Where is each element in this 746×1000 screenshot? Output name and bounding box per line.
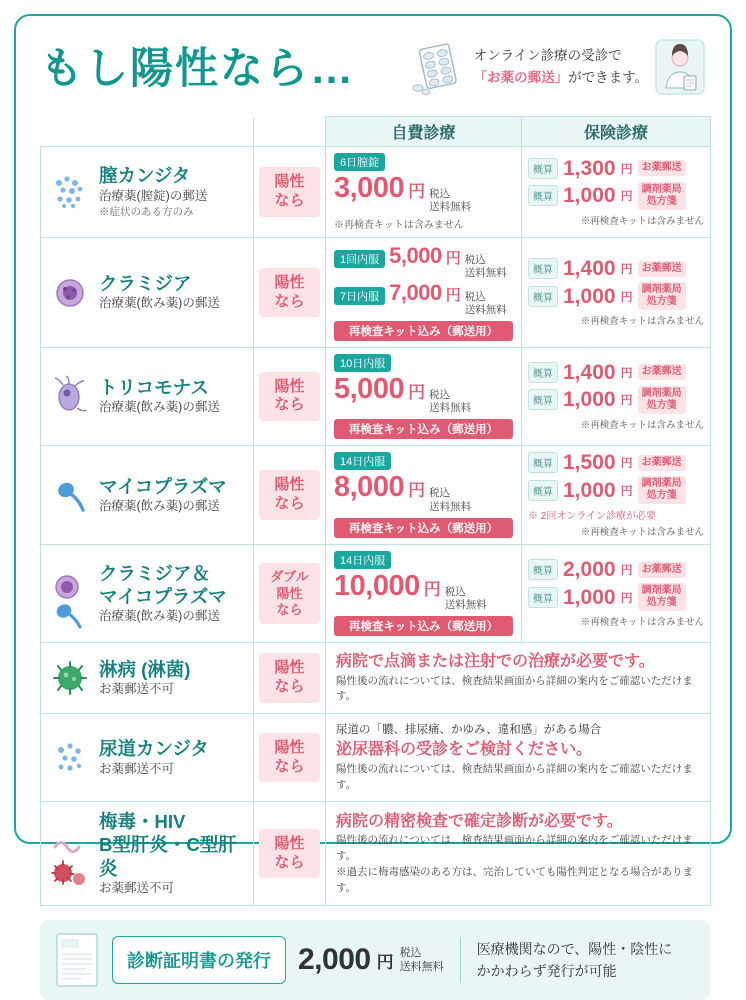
disease-cell bbox=[41, 147, 254, 238]
positive-cell bbox=[254, 802, 326, 906]
self-pay-cell bbox=[326, 238, 522, 348]
disease-cell bbox=[41, 545, 254, 643]
dosage-tag: 7日内服 bbox=[334, 287, 385, 305]
mycoplasma-icon bbox=[49, 474, 91, 516]
content-frame bbox=[14, 14, 732, 980]
positive-badge: 陽性 なら bbox=[259, 829, 320, 879]
dosage-tag: 10日内服 bbox=[334, 354, 391, 372]
insurance-footnote: ※再検査キットは含みません bbox=[580, 617, 704, 629]
delivery-chip: 調剤薬局 処方箋 bbox=[638, 583, 686, 611]
insurance-row bbox=[528, 386, 704, 414]
positive-badge: 陽性 なら bbox=[259, 733, 320, 783]
insurance-price: 1,000 bbox=[563, 284, 616, 308]
header-note bbox=[410, 38, 706, 96]
disease-cell bbox=[41, 643, 254, 714]
insurance-yen: 円 bbox=[620, 483, 633, 498]
positive-badge: ダブル 陽性 なら bbox=[259, 563, 320, 624]
guidance-main: 病院の精密検査で確定診断が必要です。 bbox=[336, 813, 623, 831]
insurance-footnote: ※再検査キットは含みません bbox=[580, 527, 704, 538]
positive-cell bbox=[254, 714, 326, 802]
positive-badge: 陽性 なら bbox=[259, 167, 320, 217]
tax-note: 税込 送料無料 bbox=[444, 586, 487, 612]
estimate-label: 概算 bbox=[528, 480, 558, 501]
guidance-main: 泌尿器科の受診をご検討ください。 bbox=[336, 741, 593, 759]
page-title: もし陽性なら… bbox=[40, 45, 355, 93]
disease-cell bbox=[41, 446, 254, 545]
price-value: 5,000 bbox=[389, 243, 442, 269]
certificate-footer bbox=[40, 920, 710, 1000]
guidance-sub: 陽性後の流れについては、検査結果画面から詳細の案内をご確認いただけます。 bbox=[336, 674, 693, 703]
insurance-price: 1,500 bbox=[563, 451, 616, 474]
certificate-price: 2,000 bbox=[298, 943, 371, 977]
price-yen: 円 bbox=[408, 481, 426, 501]
disease-name: トリコモナス bbox=[99, 377, 209, 399]
gonorrhea-icon bbox=[49, 657, 91, 699]
disease-name: 梅毒・HIV B型肝炎・C型肝炎 bbox=[99, 811, 237, 879]
insurance-yen: 円 bbox=[620, 289, 633, 304]
delivery-chip: お薬郵送 bbox=[638, 562, 686, 578]
insurance-row bbox=[528, 452, 704, 473]
header-note-line2-post: ができます。 bbox=[568, 70, 648, 85]
insurance-row bbox=[528, 583, 704, 611]
disease-name: マイコプラズマ bbox=[99, 475, 227, 497]
positive-badge: 陽性 なら bbox=[259, 372, 320, 422]
insurance-price: 1,400 bbox=[563, 360, 616, 384]
price-row bbox=[334, 281, 513, 317]
insurance-price: 2,000 bbox=[563, 558, 616, 582]
insurance-footnote: ※再検査キットは含みません bbox=[580, 316, 704, 327]
insurance-row bbox=[528, 476, 704, 504]
table-body bbox=[41, 147, 711, 906]
insurance-row bbox=[528, 258, 704, 279]
table-row bbox=[41, 802, 711, 906]
price-row bbox=[334, 472, 513, 513]
header-note-text bbox=[474, 45, 648, 88]
header-note-line1: オンライン診療の受診で bbox=[473, 48, 622, 64]
self-pay-cell bbox=[326, 347, 522, 445]
insurance-row bbox=[528, 559, 704, 580]
guidance-cell bbox=[326, 714, 711, 802]
price-row bbox=[334, 571, 513, 612]
dosage-tag: 14日内服 bbox=[334, 551, 391, 569]
doctor-icon bbox=[654, 38, 706, 96]
disease-subtitle: お薬郵送不可 bbox=[99, 682, 175, 696]
insurance-price: 1,000 bbox=[563, 585, 616, 609]
delivery-chip: 調剤薬局 処方箋 bbox=[638, 386, 686, 414]
insurance-cell bbox=[522, 446, 711, 545]
disease-cell bbox=[41, 714, 254, 802]
table-row bbox=[41, 446, 711, 545]
urethral-candida-icon bbox=[49, 737, 91, 779]
price-yen: 円 bbox=[445, 286, 461, 304]
price-yen: 円 bbox=[408, 382, 426, 402]
price-yen: 円 bbox=[445, 250, 461, 268]
certificate-tax-note: 税込 送料無料 bbox=[399, 946, 444, 974]
insurance-yen: 円 bbox=[620, 262, 633, 276]
disease-name: 淋病 (淋菌) bbox=[99, 658, 191, 680]
disease-name: 尿道カンジタ bbox=[99, 738, 209, 760]
price-footnote: ※再検査キットは含みません bbox=[334, 220, 464, 232]
insurance-yen: 円 bbox=[620, 563, 633, 578]
positive-cell bbox=[254, 238, 326, 348]
insurance-footnote: ※再検査キットは含みません bbox=[580, 215, 704, 227]
tax-note: 税込 送料無料 bbox=[464, 254, 507, 280]
insurance-yen: 円 bbox=[620, 590, 633, 605]
guidance-cell bbox=[326, 643, 711, 714]
disease-name: クラミジア bbox=[99, 273, 192, 295]
estimate-label: 概算 bbox=[528, 389, 558, 410]
disease-subtitle: 治療薬(飲み薬)の郵送 bbox=[99, 609, 220, 623]
insurance-cell bbox=[522, 147, 711, 238]
estimate-label: 概算 bbox=[528, 286, 558, 307]
insurance-row bbox=[528, 362, 704, 383]
guidance-sub: 陽性後の流れについては、検査結果画面から詳細の案内をご確認いただけます。 bbox=[336, 834, 693, 863]
insurance-cell bbox=[522, 347, 711, 445]
table-row bbox=[41, 643, 711, 714]
pill-sheet-icon bbox=[410, 38, 468, 96]
chlamydia-mycoplasma-icon bbox=[49, 573, 91, 615]
certificate-issue-button[interactable]: 診断証明書の発行 bbox=[112, 936, 286, 984]
estimate-label: 概算 bbox=[528, 258, 558, 279]
price-row bbox=[334, 244, 513, 280]
guidance-lead: 尿道の「膿、排尿痛、かゆみ、違和感」がある場合 bbox=[336, 724, 602, 737]
pricing-table bbox=[40, 116, 711, 906]
chlamydia-icon bbox=[49, 272, 91, 314]
disease-note: ※症状のある方のみ bbox=[99, 206, 194, 219]
self-pay-cell bbox=[326, 446, 522, 545]
dosage-tag: 1回内服 bbox=[334, 250, 385, 268]
price-value: 10,000 bbox=[334, 570, 420, 602]
positive-cell bbox=[254, 347, 326, 445]
insurance-cell bbox=[522, 545, 711, 643]
certificate-document-icon bbox=[54, 932, 100, 988]
insurance-yen: 円 bbox=[620, 365, 633, 380]
table-row bbox=[41, 238, 711, 348]
header bbox=[40, 34, 706, 116]
retest-kit-bar: 再検査キット込み（郵送用） bbox=[334, 419, 513, 439]
guidance-sub: 陽性後の流れについては、検査結果画面から詳細の案内をご確認いただけます。 bbox=[336, 762, 693, 791]
positive-cell bbox=[254, 147, 326, 238]
price-value: 7,000 bbox=[389, 279, 442, 305]
self-pay-cell bbox=[326, 147, 522, 238]
header-note-accent: 「お薬の郵送」 bbox=[473, 70, 569, 85]
price-row bbox=[334, 173, 513, 214]
tax-note: 税込 送料無料 bbox=[429, 388, 472, 414]
disease-subtitle: お薬郵送不可 bbox=[99, 880, 175, 895]
disease-cell bbox=[41, 347, 254, 445]
header-blank-positive bbox=[254, 117, 326, 147]
guidance-main: 病院で点滴または注射での治療が必要です。 bbox=[336, 653, 655, 671]
price-yen: 円 bbox=[423, 580, 441, 599]
insurance-price: 1,300 bbox=[563, 156, 616, 180]
tax-note: 税込 送料無料 bbox=[464, 290, 507, 316]
insurance-yen: 円 bbox=[620, 393, 633, 408]
delivery-chip: 調剤薬局 処方箋 bbox=[638, 182, 686, 210]
insurance-row bbox=[528, 282, 704, 310]
insurance-price: 1,400 bbox=[563, 257, 616, 280]
estimate-label: 概算 bbox=[528, 158, 558, 179]
dosage-tag: 6日膣錠 bbox=[334, 153, 385, 171]
estimate-label: 概算 bbox=[528, 587, 558, 608]
delivery-chip: お薬郵送 bbox=[638, 364, 686, 380]
tax-note: 税込 送料無料 bbox=[429, 188, 472, 214]
retest-kit-bar: 再検査キット込み（郵送用） bbox=[334, 321, 513, 341]
insurance-footnote: ※再検査キットは含みません bbox=[580, 419, 704, 431]
insurance-row bbox=[528, 158, 704, 179]
table-head bbox=[41, 117, 711, 147]
disease-subtitle: 治療薬(飲み薬)の郵送 bbox=[99, 400, 220, 415]
insurance-row bbox=[528, 182, 704, 210]
syphilis-hiv-icon bbox=[49, 833, 91, 875]
guidance-extra: ※過去に梅毒感染のある方は、完治していても陽性判定となる場合があります。 bbox=[336, 865, 693, 894]
disease-cell bbox=[41, 238, 254, 348]
guidance-cell bbox=[326, 802, 711, 906]
disease-subtitle: 治療薬(飲み薬)の郵送 bbox=[99, 296, 220, 311]
insurance-yen: 円 bbox=[620, 161, 633, 176]
insurance-yen: 円 bbox=[620, 456, 633, 470]
self-pay-cell bbox=[326, 545, 522, 643]
dosage-tag: 14日内服 bbox=[334, 452, 391, 470]
price-value: 3,000 bbox=[334, 172, 405, 204]
price-yen: 円 bbox=[408, 182, 426, 201]
estimate-label: 概算 bbox=[528, 452, 558, 473]
delivery-chip: お薬郵送 bbox=[638, 455, 686, 471]
bacteria-cluster-icon bbox=[49, 171, 91, 213]
disease-cell bbox=[41, 802, 254, 906]
price-row bbox=[334, 374, 513, 415]
insurance-cell bbox=[522, 238, 711, 348]
table-row bbox=[41, 545, 711, 643]
certificate-yen: 円 bbox=[376, 952, 394, 972]
trichomonas-icon bbox=[49, 375, 91, 417]
price-value: 8,000 bbox=[334, 471, 405, 504]
delivery-chip: 調剤薬局 処方箋 bbox=[638, 476, 686, 504]
tax-note: 税込 送料無料 bbox=[429, 487, 472, 513]
disease-subtitle: お薬郵送不可 bbox=[99, 761, 175, 776]
column-header-insurance: 保険診療 bbox=[522, 117, 711, 147]
estimate-label: 概算 bbox=[528, 559, 558, 580]
insurance-price: 1,000 bbox=[563, 388, 616, 412]
insurance-warning: ※ 2回オンライン診療が必要 bbox=[528, 511, 657, 522]
table-row bbox=[41, 347, 711, 445]
positive-cell bbox=[254, 545, 326, 643]
retest-kit-bar: 再検査キット込み（郵送用） bbox=[334, 518, 513, 538]
insurance-price: 1,000 bbox=[563, 184, 616, 208]
positive-cell bbox=[254, 446, 326, 545]
positive-badge: 陽性 なら bbox=[259, 653, 320, 703]
positive-cell bbox=[254, 643, 326, 714]
positive-badge: 陽性 なら bbox=[259, 268, 320, 318]
insurance-price: 1,000 bbox=[563, 478, 616, 502]
positive-badge: 陽性 なら bbox=[259, 470, 320, 520]
table-row bbox=[41, 714, 711, 802]
footer-divider bbox=[460, 937, 461, 983]
insurance-yen: 円 bbox=[620, 189, 633, 204]
delivery-chip: お薬郵送 bbox=[638, 261, 686, 277]
disease-subtitle: 治療薬(膣錠)の郵送 bbox=[99, 188, 208, 203]
retest-kit-bar: 再検査キット込み（郵送用） bbox=[334, 616, 513, 636]
column-header-self-pay: 自費診療 bbox=[326, 117, 522, 147]
delivery-chip: 調剤薬局 処方箋 bbox=[638, 282, 686, 310]
certificate-price-group bbox=[298, 943, 444, 977]
disease-name: 膣カンジタ bbox=[99, 165, 191, 187]
certificate-footer-note: 医療機関なので、陽性・陰性に かかわらず発行が可能 bbox=[476, 940, 673, 980]
estimate-label: 概算 bbox=[528, 362, 558, 383]
price-value: 5,000 bbox=[334, 372, 405, 405]
header-blank-name bbox=[41, 117, 254, 147]
disease-name: クラミジア＆ マイコプラズマ bbox=[99, 562, 227, 607]
table-row bbox=[41, 147, 711, 238]
estimate-label: 概算 bbox=[528, 185, 558, 206]
delivery-chip: お薬郵送 bbox=[638, 160, 686, 176]
disease-subtitle: 治療薬(飲み薬)の郵送 bbox=[99, 498, 220, 513]
